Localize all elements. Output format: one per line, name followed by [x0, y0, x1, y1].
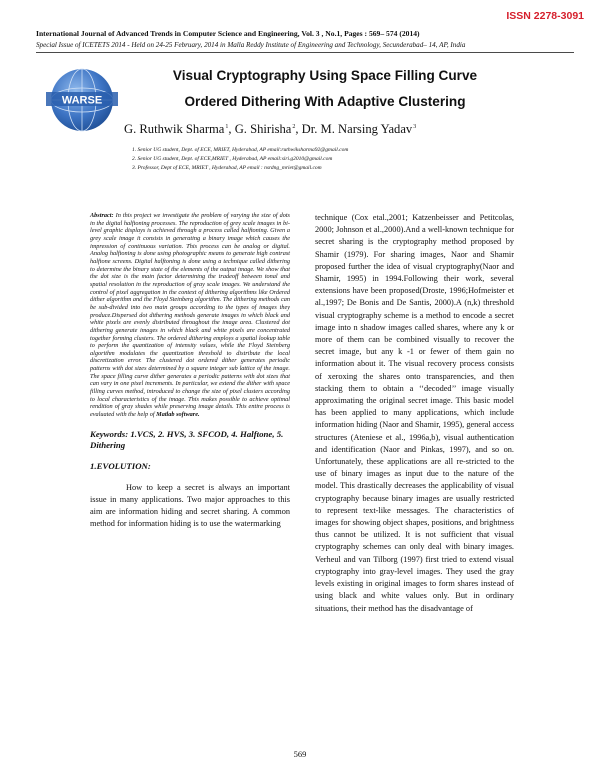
left-column [90, 212, 290, 531]
author-list [124, 122, 544, 137]
journal-citation: International Journal of Advanced Trends in Computer Science and Engineering, Vol. 3 , No.1, Pages : 569– 574 (2014) [36, 29, 420, 38]
page-number: 569 [293, 749, 307, 759]
author-index: 1 [225, 124, 229, 130]
right-column [315, 212, 514, 615]
abstract-bold-end: Matlab software. [156, 411, 200, 419]
author-index: 3 [413, 124, 417, 130]
author-name: Dr. M. Narsing Yadav [301, 122, 413, 136]
keywords: Keywords: 1.VCS, 2. HVS, 3. SFCOD, 4. Halftone, 5. Dithering [90, 428, 284, 450]
paper-title-line-1: Visual Cryptography Using Space Filling Curve [172, 68, 478, 83]
header-divider [36, 52, 574, 53]
issn-label: ISSN 2278-3091 [430, 7, 590, 25]
intro-paragraph: How to keep a secret is always an important issue in many applications. Two major approaches to this aim are information hiding and secret sharing. A common method for information hiding is to use the watermarking [90, 482, 290, 529]
special-issue-line: Special Issue of ICETETS 2014 - Held on 24-25 February, 2014 in Malla Reddy Institute of Engineering and Technology, Secunderabad– 14, AP, India [36, 41, 466, 49]
affiliation-1: 1. Senior UG student, Dept. of ECE, MRIET, Hyderabad, AP email:ruthwiksharma92@gmail.com [132, 147, 349, 153]
abstract [90, 212, 290, 419]
author-separator: , [228, 122, 235, 136]
warse-logo [44, 63, 124, 137]
author-name: G. Ruthwik Sharma [124, 122, 225, 136]
right-column-text: technique (Cox etal.,2001; Katzenbeisser and Petitcolas, 2000; Johnson et al.,2000).And a well-known technique for secret sharing is the cryptography method proposed by Shamir (1979). For sharing images, Naor and Shamir proposed further the idea of visual cryptography(Naor and Shamir, 1995) in 1994.Following their work, several extensions have been proposed(Droste, 1996;Hofmeister et al.,1997; De Bonis and De Santis, 2000).A (n,k) threshold visual cryptography scheme is a method to encode a secret image into n shadow images called shares, where any k or more of them can be combined visually to recover the secret image, but any k -1 or fewer of them gain no information about it. The visual recovery process consists of xeroxing the shares onto transparencies, and then stacking them to obtain a ‘‘decoded’’ image visually approximating the original secret image. This basic model has been applied to many applications, which include information hiding (Naor and Shamir, 1995), general access structures (Ateniese et al., 1996a,b), visual authentication and identification (Naor and Pinkas, 1997), and so on. Unfortunately, these applications are all re-stricted to the use of binary images as input due to the nature of the model. This drastically decreases the applicability of visual cryptography because binary images are usually restricted to represent text-like messages. The characteristics of images for showing object shapes, positions, and brightness thus cannot be utilized. It is not sufficient that visual cryptography schemes can only deal with binary images. Verheul and van Tilborg (1997) first tried to extend visual cryptography into gray-level images. They used the gray levels existing in original images to form shares instead of using black and white values only. But in ordinary situations, their method has the disadvantage of [315, 213, 514, 613]
paper-title-line-2: Ordered Dithering With Adaptive Clustering [184, 94, 466, 109]
author-name: G. Shirisha [234, 122, 292, 136]
affiliation-2: 2. Senior UG student, Dept. of ECE,MRIET , Hyderabad, AP email:siri.g2010@gmail.com [132, 156, 333, 162]
logo-text: WARSE [61, 94, 103, 107]
author-separator: , [295, 122, 302, 136]
affiliation-3: 3. Professor, Dept of ECE, MRIET , Hyderabad, AP email : nsrdng_mriet@gmail.com [132, 165, 322, 171]
globe-logo-icon [44, 63, 124, 137]
section-heading-evolution: 1.EVOLUTION: [90, 460, 151, 471]
abstract-label: Abstract: [90, 212, 114, 219]
abstract-text: In this project we investigate the problem of varying the size of dots in the digital halftoning processes. The reproduction of grey scale images in bi-level graphic displays is achieved through a process called halftoning. Given a grey scale image it consists in generating a binary image which causes the impression of continuous variation. This process can be analog or digital. Analog halftoning is done using photographic means to generate high contrast halftone screens. Digital halftoning is done using a technique called dithering to determine the binary state of the elements of the output image. We show that the dot size is the main factor determining the tradeoff between tonal and spatial resolution in the reproduction of gray scale images. We understand the control of pixel aggregation in the context of dithering algorithms like Ordered dither algorithm and the Floyd Steinberg algorithm. The dithering methods can be sub-divided into two main groups according to the types of images they produce.Dispersed dot dithering methods generate images in which black and white pixels are evenly distributed throughout the image area. Clustered dot dithering generate images in which black and white pixels are concentrated together forming clusters. The ordered dithering employs a spatial lookup table to perform the quantization of intensity values, while the Floyd Steinberg algorithm modulates the quantization threshold to distribute the local discretization error. The clustered dot ordered dither generates periodic patterns with dot sizes determined by a square integer sub lattice of the image. The space filling curve dither generates a periodic patterns with dot sizes that can vary in one pixel increments. In particular, we extend the dither with space filling curves method, introduced to change the size of pixel clusters according to local characteristics of the image. This makes possible to achieve optimal rendition of gray shades while preserving image details. This entire process is evaluated with the help of [90, 212, 290, 419]
author-index: 2 [292, 124, 296, 130]
